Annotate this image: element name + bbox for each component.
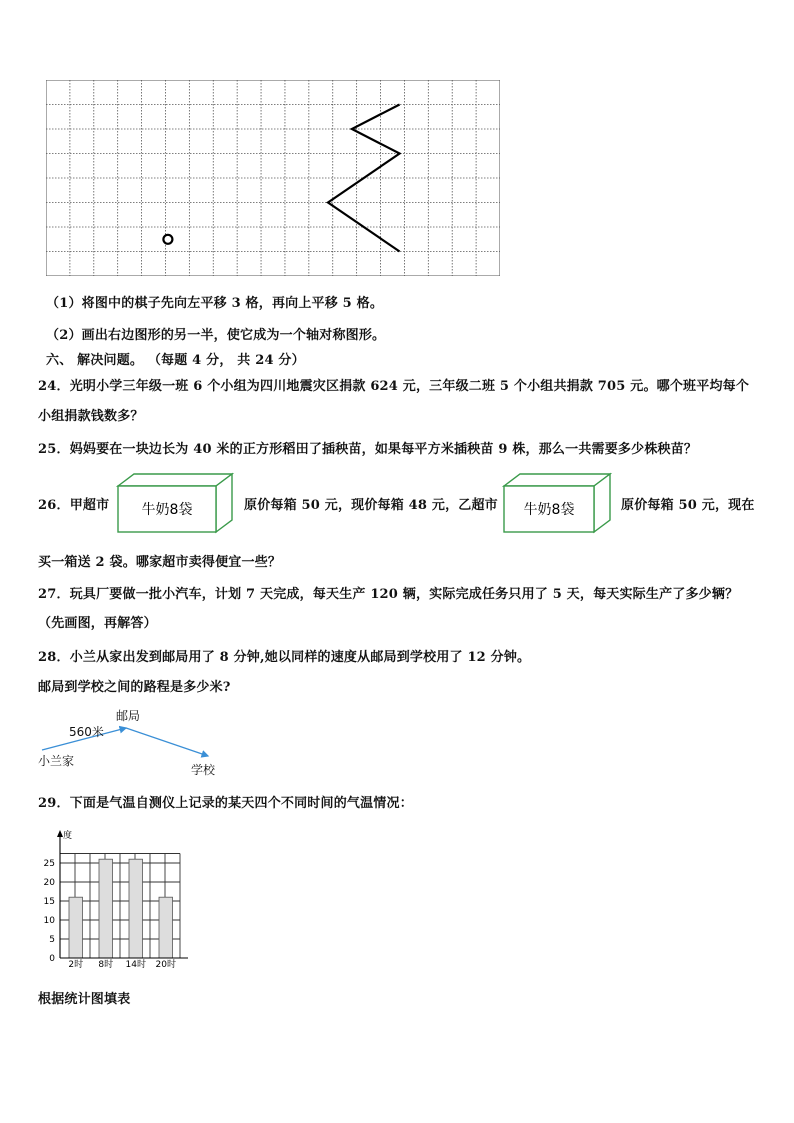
- q26-prefix: 26．甲超市: [38, 498, 110, 513]
- q28-line1: 28．小兰从家出发到邮局用了 8 分钟,她以同样的速度从邮局到学校用了 12 分钟。: [38, 650, 531, 665]
- q25: 25．妈妈要在一块边长为 40 米的正方形稻田了插秧苗，如果每平方米插秧苗 9 株，那么一共需要多少株秧苗？: [38, 442, 698, 457]
- x-tick-label: 20时: [155, 960, 176, 970]
- milk-box-2: [502, 472, 612, 538]
- grid-figure: [46, 80, 500, 276]
- milk-box-2-label: 牛奶8袋: [523, 502, 575, 518]
- y-tick-label: 0: [49, 954, 55, 964]
- q27-line2: （先画图，再解答）: [38, 616, 157, 631]
- temperature-chart: [36, 828, 188, 970]
- x-tick-label: 8时: [98, 960, 114, 970]
- y-tick-label: 25: [43, 859, 55, 869]
- milk-box-1: [116, 472, 234, 538]
- milk-box-1-label: 牛奶8袋: [141, 502, 193, 518]
- y-tick-label: 20: [43, 878, 55, 888]
- distance-label: 560米: [69, 725, 104, 739]
- route-post-to-school: [126, 728, 208, 756]
- y-tick-label: 5: [49, 935, 55, 945]
- q26-suffix: 原价每箱 50 元，现在: [621, 498, 755, 513]
- y-tick-label: 15: [43, 897, 55, 907]
- chess-piece: [163, 235, 172, 244]
- y-axis-label: 度: [63, 831, 73, 841]
- x-tick-label: 14时: [125, 960, 146, 970]
- dotted-grid: [46, 80, 500, 276]
- q-grid-2: （2）画出右边图形的另一半，使它成为一个轴对称图形。: [46, 328, 386, 343]
- post-office-label: 邮局: [116, 709, 141, 723]
- q28-line2: 邮局到学校之间的路程是多少米?: [38, 680, 231, 695]
- q24-line2: 小组捐款钱数多？: [38, 409, 144, 424]
- x-tick-label: 2时: [68, 960, 84, 970]
- y-tick-label: 10: [43, 916, 55, 926]
- bar-8时: [99, 859, 113, 958]
- home-label: 小兰家: [38, 754, 75, 768]
- q-grid-1: （1）将图中的棋子先向左平移 3 格，再向上平移 5 格。: [46, 296, 384, 311]
- q27-line1: 27．玩具厂要做一批小汽车，计划 7 天完成，每天生产 120 辆，实际完成任务只用了 5 天，每天实际生产了多少辆？: [38, 587, 739, 602]
- q26-line2: 买一箱送 2 袋。哪家超市卖得便宜一些？: [38, 555, 282, 570]
- bar-2时: [69, 897, 83, 958]
- school-label: 学校: [191, 763, 216, 777]
- q29-tail: 根据统计图填表: [38, 992, 131, 1007]
- q24-line1: 24．光明小学三年级一班 6 个小组为四川地震灾区捐款 624 元，三年级二班 5 个小组共捐款 705 元。哪个班平均每个: [38, 379, 750, 394]
- bar-14时: [129, 859, 143, 958]
- q29: 29．下面是气温自测仪上记录的某天四个不同时间的气温情况：: [38, 796, 413, 811]
- q26-middle: 原价每箱 50 元，现价每箱 48 元，乙超市: [244, 498, 498, 513]
- section-heading: 六、 解决问题。 （每题 4 分， 共 24 分）: [46, 353, 305, 368]
- bar-20时: [159, 897, 173, 958]
